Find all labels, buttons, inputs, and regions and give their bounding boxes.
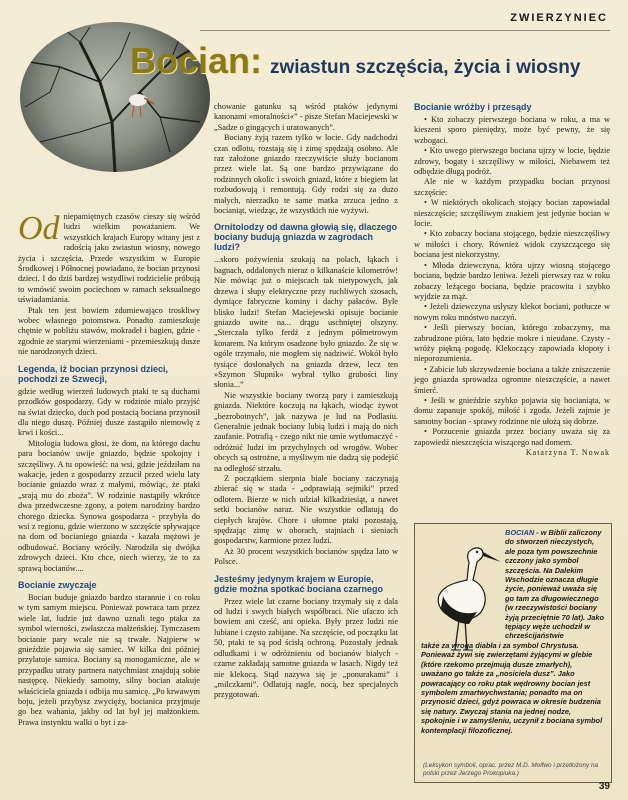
title-main: Bocian: <box>130 40 263 81</box>
column-3 <box>414 102 610 458</box>
drop-cap: Od <box>18 210 60 247</box>
paragraph: Ptak ten jest bowiem zdumiewająco troskliwy wobec własnego potomstwa. Ponadto zamieszkuje chętnie w pobliżu stawów, mokradeł i bagien, gdzie - zgodnie ze starymi wierzeniami - przemieszkują dusze nie narodzonych dzieci. <box>18 305 200 357</box>
list-item: • Zabicie lub skrzywdzenie bociana a także zniszczenie jego gniazda sprowadza ogromne nieszczęście, a nawet śmierć. <box>414 364 610 395</box>
list-item: • W niektórych okolicach stojący bocian zapowiadał nieszczęście; szczęśliwym znakiem jest jedynie bocian w locie. <box>414 198 610 229</box>
subheading: Bocianie zwyczaje <box>18 580 97 590</box>
paragraph: Mitologia ludowa głosi, że dom, na którego dachu para bocianów uwije gniazdo, będzie spokojny i szczęśliwy. A tu opowieść: na wsi, gdzie jeździłam na wakacje, jeden z gospodarzy zrzucił przed wielu laty bocianie gniazdo wraz z małymi, mówiąc, że ptaki „srają mu do zboża”. W rodzinie nastąpiły wkrótce dwa przedwczesne zgony, a potem narodziny bardzo chorego dziecka. Synowa gospodarza - przybyła do wsi z regionu, gdzie wierzono w szczęście spływające na dom od bocianiego gniazda - kazała mężowi je odbudować. Bociany wróciły. Narodziła się dwójka zdrowych dzieci. Kto chce, niech wierzy, że to za sprawą bocianów.... <box>18 438 200 573</box>
lexicon-text-2: także za wroga diabła i za symbol Chrystusa. Ponieważ żywi się zwierzętami żyjącymi w glebie (które rzekomo przejmują dusze zmarłych), uważano go także za „nosiciela dusz”. Jako powracający co roku ptak wędrowny bocian jest symbolem zmartwychwstania; ponadto ma on przynosić dzieci, gdyż powraca w okresie budzenia się natury. Zwyczaj stania na jednej nodze, spokojnie i w zamyśleniu, uczynił z bociana symbol kontemplacji filozoficznej. <box>421 640 603 735</box>
list-item: • Porzucenie gniazda przez bociany uważa się za zapowiedź nieszczęścia wiszącego nad domem. <box>414 427 610 447</box>
lexicon-text-upper <box>421 528 605 641</box>
lexicon-text-1: - w Biblii zaliczony do stworzeń nieczystych, ale poza tym powszechnie czczony jako symbol szczęścia. Na Dalekim Wschodzie oznacza długie życie, ponieważ uważa się go tam za długowiecznego (w rzeczywistości bociany żyją przeciętnie 70 lat). Jako tępiący węże uchodził w chrześcijaństwie <box>505 528 604 641</box>
paragraph: Ale nie w każdym przypadku bocian przynosi szczęście: <box>414 177 610 197</box>
paragraph: ...skoro pożywienia szukają na polach, łąkach i bagnach, oddalonych nieraz o kilkanaście kilometrów! Nie mówiąc już o miejscach tak nietypowych, jak drzewa i słupy elektryczne przy ruchliwych szosach, dymiące fabryczne kominy i dachy pałaców. Byle blisko ludzi! Stefan Maciejewski opisuje bocianie gniazdo uwite na... drągu uschniętej olszyny. „Sterczała tylko ferdź z jednym półmetrowym konarem. Na którym osadzone było gniazdo. Że się w ogóle trzymało, nie mogłem się nadziwić. Wokół było tysiące dosłonałych na gniazda drzew, lecz ten »Szymon Słupnik« wybrał tylko grubości liny słonia...” <box>214 255 398 390</box>
paragraph: gdzie według wierzeń ludowych ptaki te są duchami przodków gospodarzy. Gdy w rodzinie miało przyjść na świat dziecko, duch pod postacią bociana przynosił dla niego duszę. Później dusze zastąpiło niemowlę z krwi i kości... <box>18 386 200 438</box>
intro-text: niepamiętnych czasów cieszy się wśród ludzi wielkim poważaniem. We wszystkich krajach Europy witany jest z radością jako zwiastun wiosny, nowego życia i szczęścia. Przede wszystkim w Europie Środkowej i Północnej powiadano, że bocian przynosi dzieci. I do dziś bardzej wstydliwi rodzicielie próbują to wmówić swoim pociechom w ramach seksualnego uświadamiania. <box>18 212 200 305</box>
list-item: • Jeżeli dziewczyna usłyszy klekot bociani, potłucze w nowym roku mnóstwo naczyń. <box>414 302 610 322</box>
lexicon-sidebar-box <box>414 523 612 783</box>
list-item: • Kto uwego pierwszego bociana ujrzy w locie, będzie zdrowy, bogaty i szczęśliwy w miłości. Niebawem też odbędzie długą podróż. <box>414 146 610 177</box>
column-2 <box>214 102 398 701</box>
list-item: • Jeśli pierwszy bocian, którego zobaczymy, ma zabrudzone pióra, lato będzie mokre i nieudane. Czysty - wróży piękną pogodę. Klekoczący zapowiada kłopoty i nieporozumienia. <box>414 323 610 364</box>
section-title: ZWIERZYNIEC <box>510 12 608 24</box>
paragraph: Z początkiem sierpnia białe bociany zaczynają zbierać się w stada - „odprawiają sejmiki” przed odlotem. Bierze w nich udział kilkadziesiąt, a nawet setki bocianów naraz. Nie wszystkie odlatują do ciepłych krajów. Chore i ułomne ptaki pozostają, spędzając zimę w oborach, stajniach i sieniach gospodarstw, karmione przez ludzi. <box>214 474 398 546</box>
subheading: Jesteśmy jedynym krajem w Europie, gdzie można spotkać bociana czarnego <box>214 573 384 594</box>
list-item: • Kto zobaczy pierwszego bociana w roku, a ma w kieszeni sporo pieniędzy, może być pewny, że się wzbogaci. <box>414 115 610 145</box>
list-item: • Młoda dziewczyna, która ujrzy wiosną stojącego bociana, będzie bardzo leniwa. Jeżeli pierwszy raz w roku zobaczy leżącego bociana, będzie pracowita i szybko wyjdzie za mąż. <box>414 260 610 301</box>
subheading: Ornitolodzy od dawna głowią się, dlaczego bociany budują gniazda w zagrodach ludzi? <box>214 222 398 253</box>
page-number: 39 <box>598 781 610 792</box>
subheading: Legenda, iż bocian przynosi dzieci, pochodzi ze Szwecji, <box>18 363 169 384</box>
lexicon-text <box>421 528 605 735</box>
author-signature: Katarzyna T. Nowak <box>525 448 610 457</box>
list-item: • Jeśli w gnieździe szybko pojawia się bocianiąta, w domu zapanuje spokój, miłość i zgoda. Jeżeli zajmie je samotny bocian - sprawy rodzinne nie ułożą się dobrze. <box>414 395 610 426</box>
subheading: Bocianie wróżby i przesądy <box>414 102 532 112</box>
paragraph: Bocian buduje gniazdo bardzo starannie i co roku w tym samym miejscu. Ponieważ powraca tam przez wiele lat, ludzie już dawno uznali tego ptaka za symbol wierności, zwłaszcza małżeńskiej. Tymczasem bocianie pary wcale nie są trwałe. Najpierw w gnieździe pojawia się samiec. W kilka dni później przylatuje samica. Bociany są monogamiczne, ale w przypadku utraty partnera natychmiast znajdują sobie następcę. Niekiedy samotny, silny bocian atakuje właściciela gniazda i odbija mu samicę. „Po krwawym boju, jeżeli przybysz zwycięży, bocianica przyjmuje go bez wahania, jakby od lat był jej małżonkiem. Prawa instynktu walki o byt i za- <box>18 593 200 727</box>
paragraph: Bociany żyją razem tylko w locie. Gdy nadchodzi czas odlotu, rozstają się i zimę spędzają osobno. Ale raz założone gniazdo rzeczywiście służy bocianom przez wiele lat. Są one bardzo przywiązane do rodzinnych okolic i swoich gniazd, które z biegiem lat rozbudowują i remontują. Gdy rodzi się za dużo małych, nierzadko te same matka zrzuca jedno z bocianiąt, wiedząc, że wszystkich nie wyżywi. <box>214 133 398 216</box>
list-item: • Kto zobaczy bociana stojącego, będzie nieszczęśliwy w miłości i chory. Również widok czyszczącego się bociana jest niekorzystny. <box>414 229 610 260</box>
paragraph: Przez wiele lat czarne bociany trzymały się z dala od ludzi i swych białych współbraci. Nie ufaczo ich bowiem ani cześć, ani opieka. Były przez ludzi nie lubiane i często zabijane. Na szczęście, od początku lat 50, ptaki te są pod ścisłą ochroną. Pozostały jednak odludkami i w odróżnieniu od bocianów białych - czarne zakładają samotne gniazda w lasach. Nigdy też nie klekocą. Stąd nazywa się je „ponurakami” i „milczkami”. Odlatują nagle, nocą, bez specjalnych przygotowań. <box>214 596 398 700</box>
paragraph: Nie wszystkie bociany tworzą pary i zamieszkują gniazda. Niektóre koczują na łąkach, wiodąc żywot „bezrobotnych”, jak nazywa je lud na Podlasiu. Generalnie jednak bociany lubią ludzi i mają do nich zaufanie. Potrafią - czego nikt nie umie wytłumaczyć - odróżnić ludzi im przychylnych od wrogów. Wobec obcych są ostrożne, a myśliwym nie dadzą się podejść na odległość strzału. <box>214 390 398 473</box>
lexicon-credit: (Leksykon symboli, oprac. przez M.D. Molfwo i przetłożony na polski przez Jerzego Prokopiuka.) <box>423 762 599 777</box>
title-subtitle: zwiastun szczęścia, życia i wiosny <box>270 57 581 78</box>
paragraph: Aż 30 procent wszystkich bocianów spędza lato w Polsce. <box>214 546 398 567</box>
article-title <box>130 40 580 82</box>
intro-paragraph <box>18 212 200 306</box>
lexicon-lead: BOCIAN <box>505 528 535 537</box>
column-1 <box>18 212 200 728</box>
paragraph: chowanie gatunku są wśród ptaków jedynymi kanonami »moralności«” - pisze Stefan Maciejewski w „Sadze o gingących i uratowanych”. <box>214 102 398 132</box>
header-rule <box>200 30 610 31</box>
